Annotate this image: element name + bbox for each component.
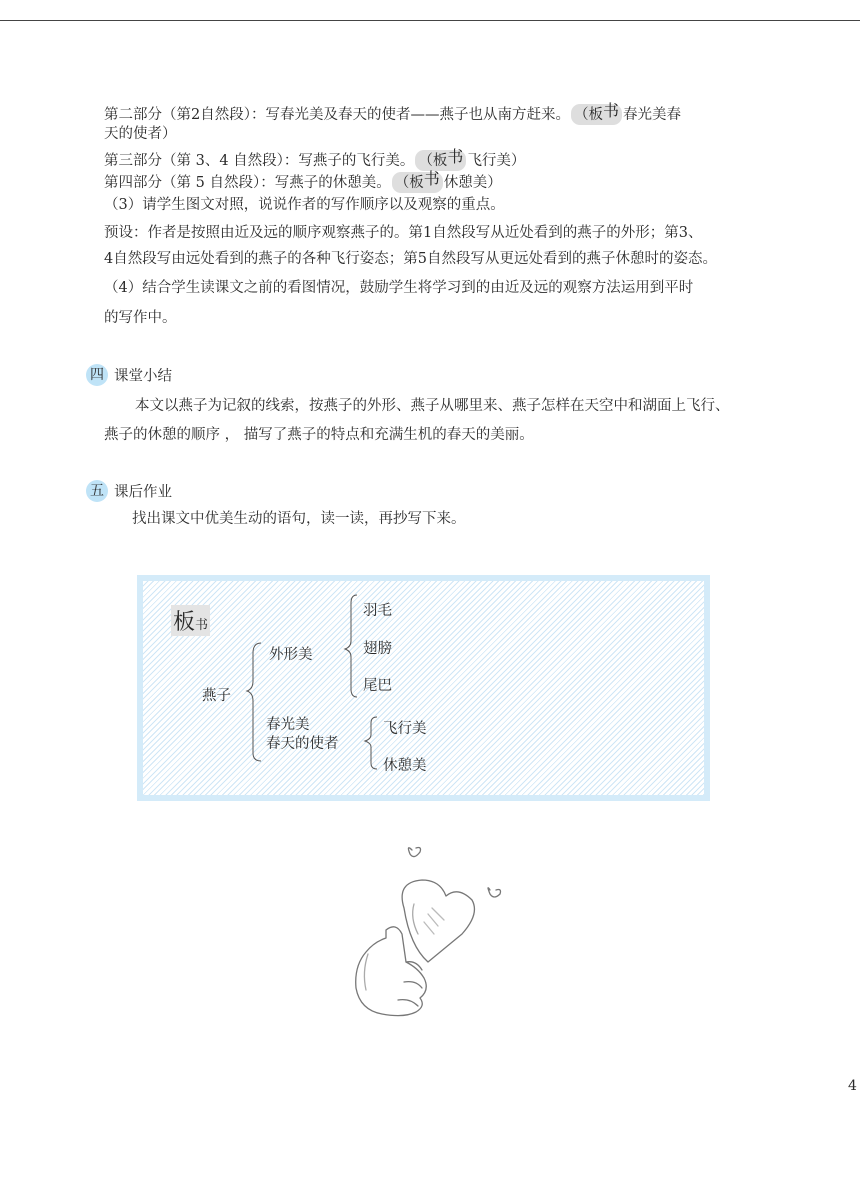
board-mark xyxy=(392,169,443,193)
text-segment: 休憩美） xyxy=(443,175,502,191)
text-segment: 春光美春 xyxy=(623,107,681,123)
board-branch: 春光美 xyxy=(266,717,310,733)
small-heart-icon xyxy=(488,888,501,897)
text-line: 4自然段写由远处看到的燕子的各种飞行姿态；第5自然段写从更远处看到的燕子休憩时的姿态。 xyxy=(104,251,717,267)
text-segment: 第四部分（第 5 自然段）：写燕子的休憩美。 xyxy=(104,175,391,191)
section-heading xyxy=(86,364,172,386)
board-branch: 外形美 xyxy=(269,647,313,663)
board-mark-label: （板 xyxy=(418,153,448,169)
section-title: 课堂小结 xyxy=(114,368,172,385)
text-line xyxy=(104,169,502,193)
section-title: 课后作业 xyxy=(114,484,172,501)
summary-text: 燕子的休憩的顺序 ， 描写了燕子的特点和充满生机的春天的美丽。 xyxy=(104,427,534,443)
motion-brace xyxy=(365,717,377,769)
board-mark xyxy=(571,101,622,125)
board-root: 燕子 xyxy=(202,688,231,704)
board-mark-shu: 书 xyxy=(602,101,619,120)
board-mark-shu: 书 xyxy=(423,169,440,188)
text-line xyxy=(104,147,526,171)
board-branch: 春天的使者 xyxy=(266,736,339,752)
board-title-ban: 板 xyxy=(173,610,196,635)
board-mark-label: （板 xyxy=(573,107,603,123)
board-leaf: 翅膀 xyxy=(363,641,392,657)
board-leaf: 尾巴 xyxy=(363,678,392,694)
section-number-badge: 四 xyxy=(86,364,108,386)
board-leaf: 休憩美 xyxy=(383,758,427,774)
header-rule xyxy=(0,20,860,21)
section-number-badge: 五 xyxy=(86,480,108,502)
board-mark xyxy=(415,147,466,171)
homework-text: 找出课文中优美生动的语句，读一读，再抄写下来。 xyxy=(132,511,466,527)
text-segment: 飞行美） xyxy=(467,153,526,169)
small-heart-icon xyxy=(408,848,420,857)
text-line: 预设：作者是按照由近及远的顺序观察燕子的。第1自然段写从近处看到的燕子的外形；第3、 xyxy=(104,225,703,241)
text-line: （4）结合学生读课文之前的看图情况，鼓励学生将学习到的由近及远的观察方法运用到平时 xyxy=(104,280,694,296)
blackboard-summary xyxy=(137,575,710,801)
text-line: （3）请学生图文对照，说说作者的写作顺序以及观察的重点。 xyxy=(104,197,505,213)
text-segment: 第三部分（第 3、4 自然段）：写燕子的飞行美。 xyxy=(104,153,415,169)
appearance-brace xyxy=(345,595,357,697)
board-title-shu: 书 xyxy=(195,618,209,633)
text-segment: 第二部分（第2自然段）：写春光美及春天的使者——燕子也从南方赶来。 xyxy=(104,107,570,123)
page-number: 4 xyxy=(848,1078,857,1094)
text-line: 天的使者） xyxy=(104,126,177,142)
board-leaf: 飞行美 xyxy=(383,721,427,737)
hand-heart-illustration xyxy=(340,838,520,1023)
root-brace xyxy=(247,643,261,761)
board-leaf: 羽毛 xyxy=(363,603,392,619)
text-line xyxy=(104,101,681,125)
hand-icon xyxy=(356,927,427,1016)
board-mark-shu: 书 xyxy=(447,147,464,166)
section-heading xyxy=(86,480,172,502)
text-line: 的写作中。 xyxy=(104,310,177,326)
summary-text: 本文以燕子为记叙的线索，按燕子的外形、燕子从哪里来、燕子怎样在天空中和湖面上飞行、 xyxy=(135,398,730,414)
board-mark-label: （板 xyxy=(394,175,424,191)
